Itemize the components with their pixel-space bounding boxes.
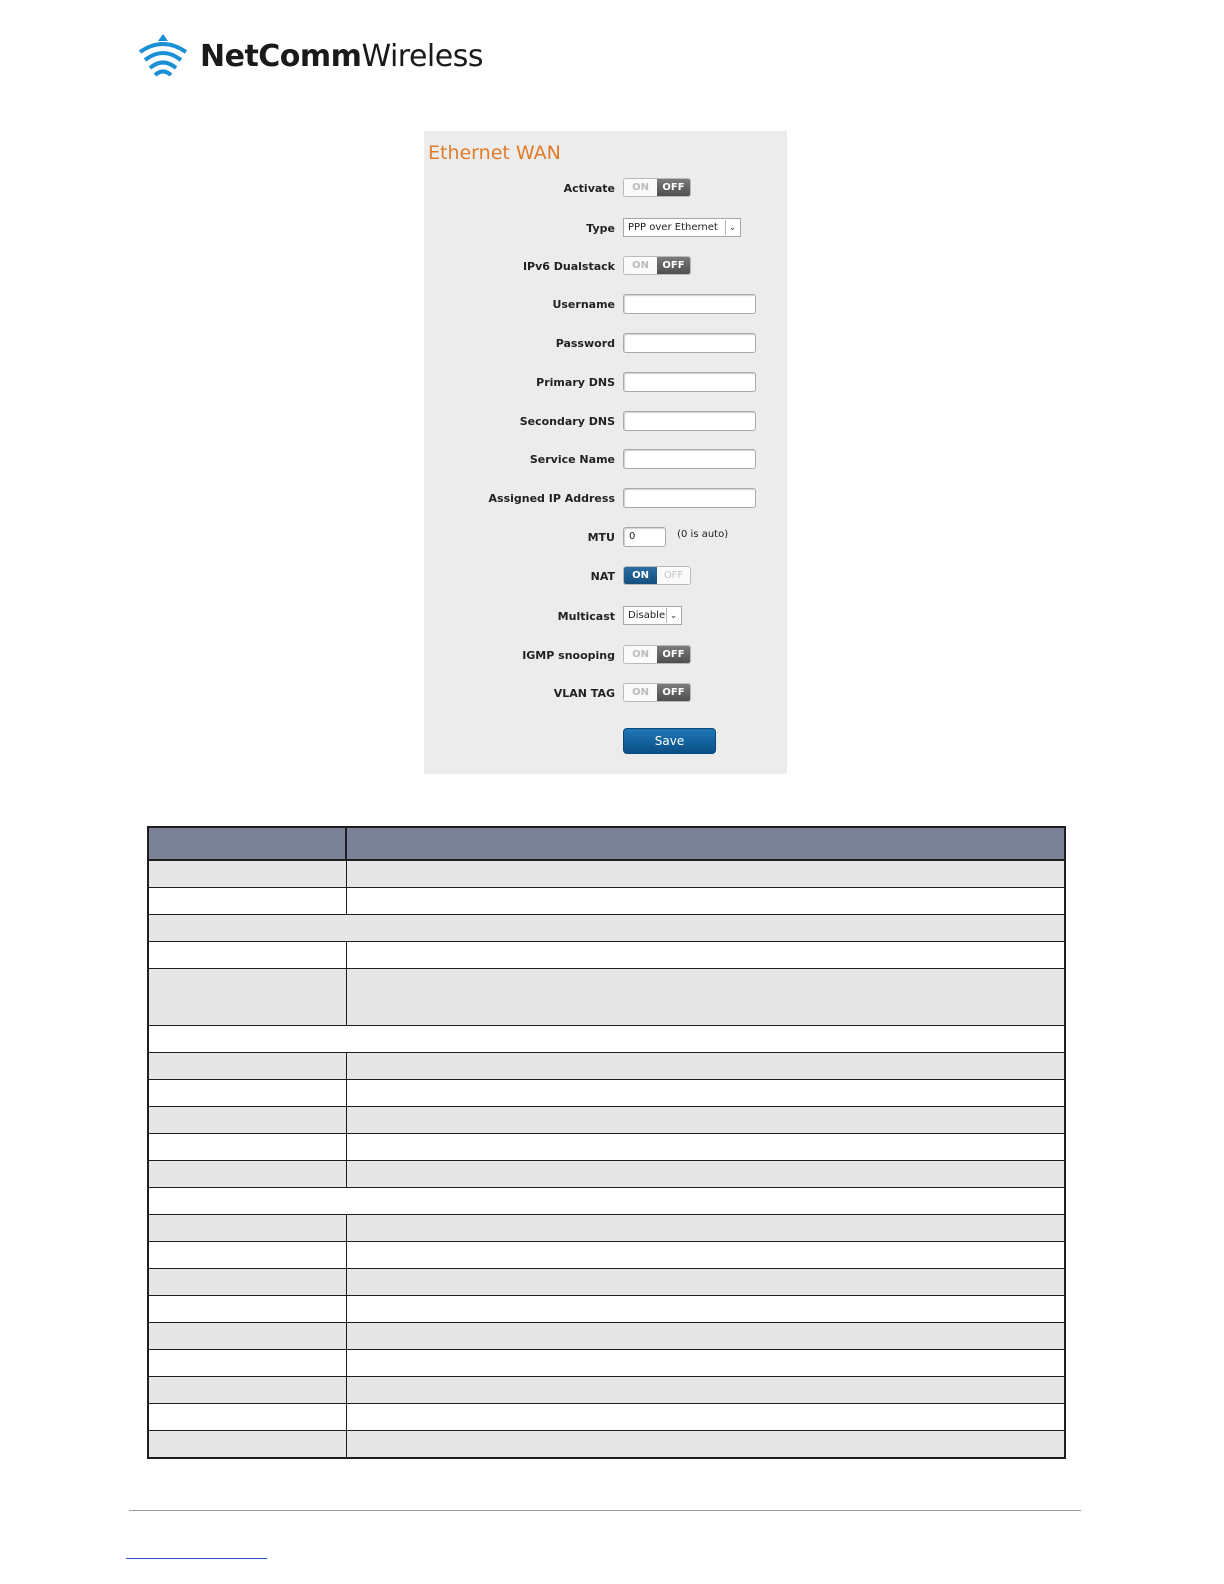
table-row (148, 969, 1065, 1026)
toggle-off-label: OFF (657, 179, 690, 196)
toggle-on-label: ON (624, 684, 657, 701)
table-cell (148, 1107, 346, 1134)
mtu-row (424, 527, 787, 549)
password-input[interactable] (623, 333, 756, 353)
table-cell (346, 1377, 1065, 1404)
table-row (148, 1080, 1065, 1107)
activate-label: Activate (563, 182, 615, 195)
table-row (148, 1269, 1065, 1296)
table-cell (148, 1323, 346, 1350)
mtu-hint: (0 is auto) (677, 529, 729, 540)
table-cell (346, 860, 1065, 888)
ethernet-wan-panel (424, 131, 787, 774)
toggle-on-label: ON (624, 567, 657, 584)
table-cell (148, 1269, 346, 1296)
table-row (148, 1053, 1065, 1080)
table-cell (346, 1269, 1065, 1296)
table-header-row (148, 827, 1065, 860)
mtu-label: MTU (587, 531, 615, 544)
table-row (148, 1404, 1065, 1431)
primary-dns-row (424, 372, 787, 394)
netcomm-logo (136, 30, 483, 84)
table-cell (148, 1296, 346, 1323)
brand-name-bold: NetComm (200, 39, 362, 74)
vlan-toggle[interactable] (623, 683, 691, 702)
table-cell (346, 942, 1065, 969)
multicast-select-value: Disable (628, 610, 666, 621)
table-cell (148, 1053, 346, 1080)
table-cell (148, 969, 346, 1026)
table-section-row (148, 1026, 1065, 1053)
nat-row (424, 566, 787, 588)
table-cell (346, 1431, 1065, 1459)
table-cell (346, 1134, 1065, 1161)
igmp-label: IGMP snooping (522, 649, 615, 662)
secondary-dns-row (424, 411, 787, 433)
table-cell (148, 1026, 1065, 1053)
table-header-cell (346, 827, 1065, 860)
save-button[interactable]: Save (623, 728, 716, 754)
table-cell (148, 1080, 346, 1107)
table-header-cell (148, 827, 346, 860)
table-cell (148, 1215, 346, 1242)
table-cell (346, 969, 1065, 1026)
table-cell (346, 888, 1065, 915)
table-row (148, 1215, 1065, 1242)
table-cell (148, 1404, 346, 1431)
primary-dns-label: Primary DNS (536, 376, 615, 389)
table-cell (148, 915, 1065, 942)
table-cell (346, 1296, 1065, 1323)
table-row (148, 1323, 1065, 1350)
table-cell (346, 1215, 1065, 1242)
settings-table (147, 826, 1066, 1459)
assigned-ip-input[interactable] (623, 488, 756, 508)
table-cell (148, 860, 346, 888)
vlan-label: VLAN TAG (553, 687, 615, 700)
service-name-label: Service Name (529, 453, 615, 466)
brand-name-light: Wireless (361, 39, 483, 74)
table-cell (346, 1323, 1065, 1350)
table-cell (346, 1080, 1065, 1107)
table-row (148, 860, 1065, 888)
toggle-off-label: OFF (657, 646, 690, 663)
assigned-ip-row (424, 488, 787, 510)
multicast-select[interactable] (623, 606, 682, 625)
panel-title: Ethernet WAN (428, 142, 561, 164)
multicast-row (424, 606, 787, 628)
table-row (148, 1242, 1065, 1269)
footer-divider (129, 1510, 1081, 1511)
multicast-label: Multicast (557, 610, 615, 623)
table-section-row (148, 1188, 1065, 1215)
table-section-row (148, 915, 1065, 942)
table-cell (346, 1350, 1065, 1377)
igmp-toggle[interactable] (623, 645, 691, 664)
assigned-ip-label: Assigned IP Address (488, 492, 615, 505)
ipv6-row (424, 256, 787, 278)
table-cell (148, 1134, 346, 1161)
secondary-dns-label: Secondary DNS (519, 415, 615, 428)
table-cell (148, 1188, 1065, 1215)
nat-label: NAT (590, 570, 615, 583)
chevron-down-icon: ⌄ (725, 220, 739, 235)
wifi-logo-icon (136, 32, 190, 82)
table-row (148, 1350, 1065, 1377)
secondary-dns-input[interactable] (623, 411, 756, 431)
toggle-off-label: OFF (657, 684, 690, 701)
table-cell (148, 1431, 346, 1459)
primary-dns-input[interactable] (623, 372, 756, 392)
password-row (424, 333, 787, 355)
toggle-on-label: ON (624, 179, 657, 196)
table-cell (148, 1377, 346, 1404)
table-row (148, 1377, 1065, 1404)
username-row (424, 294, 787, 316)
chevron-down-icon: ⌄ (666, 608, 680, 623)
ipv6-label: IPv6 Dualstack (522, 260, 615, 273)
toggle-off-label: OFF (657, 257, 690, 274)
igmp-row (424, 645, 787, 667)
toggle-on-label: ON (624, 646, 657, 663)
nat-toggle[interactable] (623, 566, 691, 585)
table-cell (346, 1404, 1065, 1431)
ipv6-toggle[interactable] (623, 256, 691, 275)
brand-wordmark (200, 39, 483, 74)
table-cell (346, 1242, 1065, 1269)
table-cell (148, 1350, 346, 1377)
footer-link-underline[interactable] (126, 1558, 267, 1559)
password-label: Password (555, 337, 615, 350)
table-cell (346, 1053, 1065, 1080)
username-input[interactable] (623, 294, 756, 314)
table-cell (148, 942, 346, 969)
table-cell (346, 1107, 1065, 1134)
username-label: Username (552, 298, 615, 311)
table-cell (148, 1161, 346, 1188)
table-row (148, 888, 1065, 915)
vlan-row (424, 683, 787, 705)
type-select[interactable] (623, 218, 741, 237)
toggle-on-label: ON (624, 257, 657, 274)
table-row (148, 1134, 1065, 1161)
service-name-input[interactable] (623, 449, 756, 469)
mtu-input[interactable]: 0 (623, 527, 666, 547)
table-cell (148, 1242, 346, 1269)
service-name-row (424, 449, 787, 471)
table-row (148, 942, 1065, 969)
table-row (148, 1161, 1065, 1188)
toggle-off-label: OFF (657, 567, 690, 584)
activate-row (424, 178, 787, 200)
type-select-value: PPP over Ethernet (628, 222, 718, 233)
table-row (148, 1296, 1065, 1323)
type-row (424, 218, 787, 240)
type-label: Type (586, 222, 615, 235)
activate-toggle[interactable] (623, 178, 691, 197)
table-cell (346, 1161, 1065, 1188)
table-row (148, 1107, 1065, 1134)
table-cell (148, 888, 346, 915)
table-row (148, 1431, 1065, 1459)
